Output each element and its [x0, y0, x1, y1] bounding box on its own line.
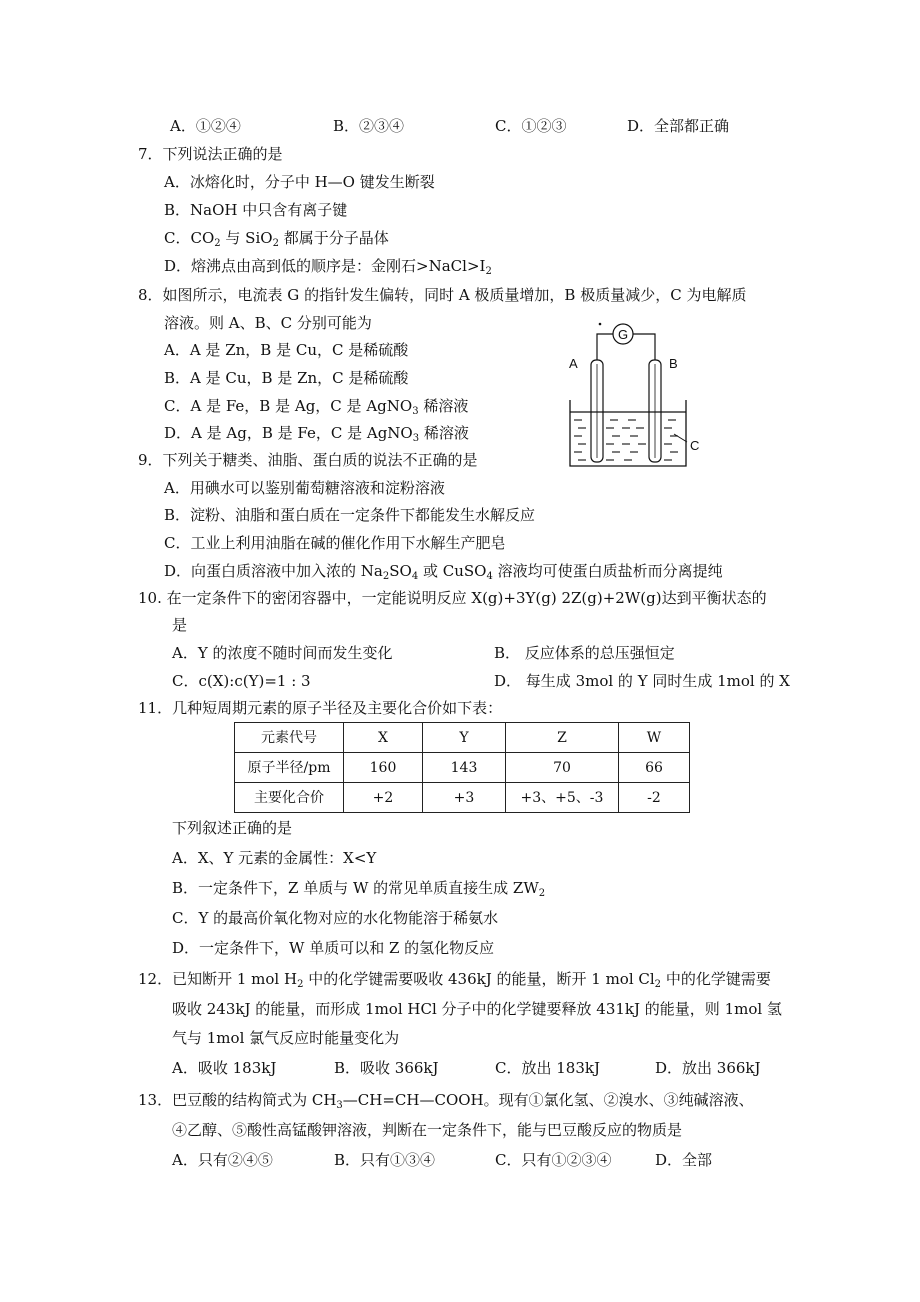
electrode-a-label: A [569, 356, 578, 371]
q13-stem-line2: ④乙醇、⑤酸性高锰酸钾溶液，判断在一定条件下，能与巴豆酸反应的物质是 [172, 1121, 683, 1139]
q7-option-a: A．冰熔化时，分子中 H—O 键发生断裂 [164, 173, 435, 191]
q6-option-a: A．①②④ [170, 117, 241, 135]
table-cell: 66 [619, 753, 690, 783]
q12-option-d: D．放出 366kJ [655, 1059, 761, 1077]
q7-option-c: C．$CO_2$ 与 SiO$_2$ 都属于分子晶体 [164, 229, 389, 249]
table-cell: 元素代号 [235, 723, 344, 753]
q12-stem-line1: 12．已知断开 1 mol $H_2$ 中的化学键需要吸收 436kJ 的能量，断开 1 mol $Cl_2$ 中的化学键需要 [138, 970, 771, 990]
q12-stem-line2: 吸收 243kJ 的能量，而形成 1mol HCl 分子中的化学键要释放 431kJ 的能量，则 1mol 氢 [172, 1000, 782, 1018]
solution-pointer [674, 434, 687, 442]
q12-option-c: C．放出 183kJ [495, 1059, 600, 1077]
q8-option-d: D．A 是 Ag，B 是 Fe，C 是 AgNO$_3$ 稀溶液 [164, 424, 469, 444]
q6-option-b: B．②③④ [333, 117, 405, 135]
q13-stem-line1: 13．巴豆酸的结构简式为 $CH_3—CH=CH—COOH$。现有①氯化氢、②溴水、③纯碱溶液、 [138, 1091, 754, 1111]
q11-option-d: D．一定条件下，W 单质可以和 Z 的氢化物反应 [172, 939, 495, 957]
galvanometer-label: G [618, 327, 629, 342]
q13-option-b: B．只有①③④ [334, 1151, 436, 1169]
q6-option-c: C．①②③ [495, 117, 567, 135]
q8-stem-line1: 8．如图所示，电流表 G 的指针发生偏转，同时 A 极质量增加，B 极质量减少，C 为电解质 [138, 286, 747, 304]
table-cell: 160 [344, 753, 423, 783]
q13-option-d: D．全部 [655, 1151, 713, 1169]
q11-option-c: C．Y 的最高价氧化物对应的水化物能溶于稀氨水 [172, 909, 499, 927]
table-cell: 原子半径/pm [235, 753, 344, 783]
q9-option-a: A．用碘水可以鉴别葡萄糖溶液和淀粉溶液 [164, 479, 445, 497]
table-cell: +3、+5、-3 [506, 783, 619, 813]
q13-option-a: A．只有②④⑤ [172, 1151, 273, 1169]
q9-stem: 9．下列关于糖类、油脂、蛋白质的说法不正确的是 [138, 451, 478, 469]
q11-prompt: 下列叙述正确的是 [172, 819, 293, 837]
q12-option-a: A．吸收 183kJ [172, 1059, 277, 1077]
left-wire [597, 334, 613, 360]
table-cell: W [619, 723, 690, 753]
table-cell: 70 [506, 753, 619, 783]
q8-option-a: A．A 是 Zn，B 是 Cu，C 是稀硫酸 [164, 341, 409, 359]
q10-stem-line1: 10. 在一定条件下的密闭容器中，一定能说明反应 X(g)+3Y(g) 2Z(g)+2W(g)达到平衡状态的 [138, 589, 767, 607]
solution-fill [574, 420, 678, 460]
q10-stem-line2: 是 [172, 616, 188, 634]
q12-option-b: B．吸收 366kJ [334, 1059, 439, 1077]
table-cell: 143 [423, 753, 506, 783]
electrochemical-cell-diagram [560, 316, 710, 476]
q10-option-c: C．c(X):c(Y)=1 : 3 [172, 672, 311, 690]
q11-option-b: B．一定条件下，Z 单质与 W 的常见单质直接生成 $ZW_2$ [172, 879, 546, 899]
q10-option-a: A．Y 的浓度不随时间而发生变化 [172, 644, 393, 662]
q11-option-a: A．X、Y 元素的金属性：X<Y [172, 849, 377, 867]
beaker [570, 400, 686, 466]
q8-stem-line2: 溶液。则 A、B、C 分别可能为 [164, 314, 372, 332]
q9-option-b: B．淀粉、油脂和蛋白质在一定条件下都能发生水解反应 [164, 506, 536, 524]
q10-option-d: D． 每生成 3mol 的 Y 同时生成 1mol 的 X [494, 672, 790, 690]
table-row [235, 783, 690, 813]
q7-stem: 7．下列说法正确的是 [138, 145, 283, 163]
q7-option-b: B．NaOH 中只含有离子键 [164, 201, 348, 219]
table-cell: 主要化合价 [235, 783, 344, 813]
solution-label: C [690, 438, 700, 453]
table-row [235, 753, 690, 783]
right-wire [633, 334, 655, 360]
q9-option-d: D．向蛋白质溶液中加入浓的 $Na_2SO_4$ 或 CuSO$_4$ 溶液均可使蛋白质盐析而分离提纯 [164, 562, 723, 582]
element-properties-table [234, 722, 690, 813]
q12-stem-line3: 气与 1mol 氯气反应时能量变化为 [172, 1029, 400, 1047]
table-cell: Z [506, 723, 619, 753]
table-header-row [235, 723, 690, 753]
q11-stem: 11．几种短周期元素的原子半径及主要化合价如下表： [138, 699, 503, 717]
q8-option-b: B．A 是 Cu，B 是 Zn，C 是稀硫酸 [164, 369, 409, 387]
q8-option-c: C．A 是 Fe，B 是 Ag，C 是 AgNO$_3$ 稀溶液 [164, 397, 469, 417]
q7-option-d: D．熔沸点由高到低的顺序是：金刚石$>NaCl>I_2$ [164, 257, 492, 277]
q10-option-b: B． 反应体系的总压强恒定 [494, 644, 675, 662]
table-cell: X [344, 723, 423, 753]
q6-option-d: D．全部都正确 [627, 117, 730, 135]
q13-option-c: C．只有①②③④ [495, 1151, 612, 1169]
table-cell: +2 [344, 783, 423, 813]
table-cell: -2 [619, 783, 690, 813]
electrode-b-label: B [669, 356, 678, 371]
table-cell: Y [423, 723, 506, 753]
q9-option-c: C．工业上利用油脂在碱的催化作用下水解生产肥皂 [164, 534, 506, 552]
table-cell: +3 [423, 783, 506, 813]
